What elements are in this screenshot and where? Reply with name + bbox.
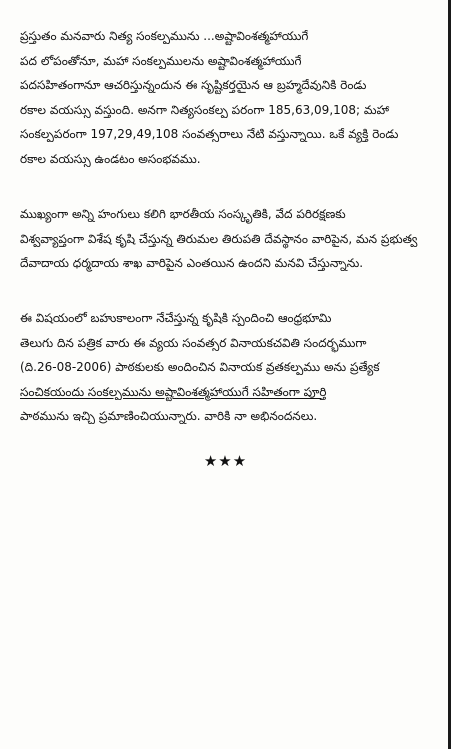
paragraph-brahma-age [20,24,432,171]
section-separator: ★★★ [203,452,248,470]
paragraph-andhra-bhoomi [20,306,432,429]
text-line: విశ్వవ్యాప్తంగా విశేష కృషి చేస్తున్న తిరుమల తిరుపతి దేవస్థానం వారిపైన, మన ప్రభుత్వ [20,231,418,246]
text-line: ముఖ్యంగా అన్ని హంగులు కలిగి భారతీయ సంస్కృతికి, వేద పరిరక్షణకు [20,207,346,221]
text-line: పదసహితంగానూ ఆచరిస్తున్నందున ఈ సృష్టికర్తయైన ఆ బ్రహ్మదేవునికి రెండు [20,78,367,92]
text-line: సంకల్పపరంగా 197,29,49,108 సంవత్సరాలు నేటి వస్తున్నాయి. ఒకే వ్యక్తి రెండు [20,127,399,141]
text-line: రకాల వయస్సు ఉండటం అసంభవము. [20,151,201,166]
text-line: రకాల వయస్సు వస్తుంది. అనగా నిత్యసంకల్ప పరంగా 185,63,09,108; మహా [20,102,389,117]
text-line: తెలుగు దిన పత్రిక వారు ఈ వ్యయ సంవత్సర వినాయకచవితి సందర్భముగా [20,335,367,350]
text-line: ఈ విషయంలో బహుకాలంగా నేచేస్తున్న కృషికి స్పందించి ఆంధ్రభూమి [20,311,332,325]
text-line: (ది.26-08-2006) పాఠకులకు అందించిన వినాయక వ్రతకల్పము అను ప్రత్యేక [20,360,380,374]
text-line: పద లోపంతోనూ, మహా సంకల్పములను అష్టావింశత్మహాయుగే [20,53,302,68]
text-line: పాఠమును ఇచ్చి ప్రమాణించియున్నారు. వారికి నా అభినందనలు. [20,409,318,423]
paragraph-ttd-request [20,202,432,276]
text-line: దేవాదాయ ధర్మదాయ శాఖ వారిపైన ఎంతయిన ఉందని మనవి చేస్తున్నాను. [20,256,364,270]
text-line-underlined: సంచికయందు సంకల్పమును అష్టావింశత్మహాయుగే సహితంగా పూర్తి [20,384,327,399]
text-line: ప్రస్తుతం మనవారు నిత్య సంకల్పమును ...అష్టావింశత్మహాయుగే [20,29,309,43]
